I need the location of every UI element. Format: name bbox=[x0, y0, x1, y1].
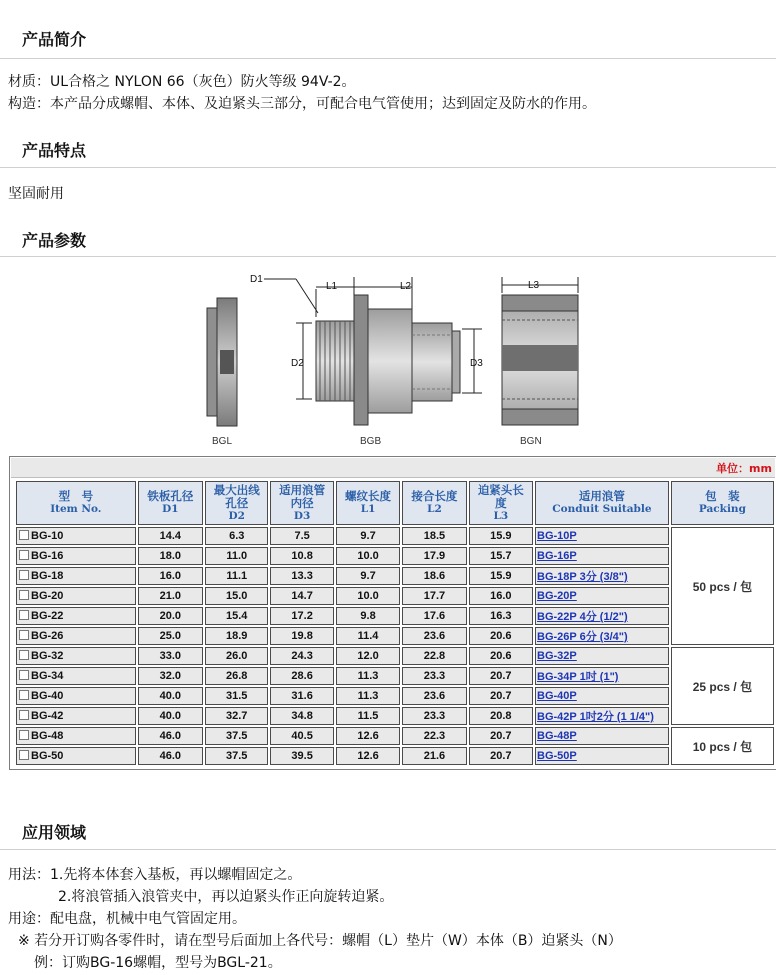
row-checkbox[interactable] bbox=[19, 730, 29, 740]
column-header-cn: 适用浪管 内径 bbox=[279, 482, 326, 510]
value-cell: 17.7 bbox=[402, 587, 466, 605]
model-number: BG-32 bbox=[31, 650, 64, 662]
column-header-cn: 型 号 bbox=[58, 489, 94, 503]
value-cell: 39.5 bbox=[270, 747, 333, 765]
application-title: 应用领域 bbox=[22, 823, 87, 842]
value-cell: 37.5 bbox=[205, 747, 268, 765]
value-cell: 15.9 bbox=[469, 567, 533, 585]
value-cell: 18.5 bbox=[402, 527, 466, 545]
value-cell: 46.0 bbox=[138, 727, 203, 745]
value-cell: 15.9 bbox=[469, 527, 533, 545]
model-number: BG-18 bbox=[31, 570, 64, 582]
row-checkbox[interactable] bbox=[19, 530, 29, 540]
value-cell: 10.0 bbox=[336, 587, 400, 605]
model-cell[interactable] bbox=[16, 527, 136, 545]
model-cell[interactable] bbox=[16, 707, 136, 725]
value-cell: 40.5 bbox=[270, 727, 333, 745]
row-checkbox[interactable] bbox=[19, 550, 29, 560]
column-header-en: D3 bbox=[293, 509, 311, 522]
value-cell: 28.6 bbox=[270, 667, 333, 685]
value-cell: 20.7 bbox=[469, 667, 533, 685]
value-cell: 15.0 bbox=[205, 587, 268, 605]
value-cell: 11.4 bbox=[336, 627, 400, 645]
table-header-row bbox=[16, 481, 774, 525]
features-title: 产品特点 bbox=[22, 141, 87, 160]
d1-label: D1 bbox=[250, 274, 263, 285]
value-cell: 15.7 bbox=[469, 547, 533, 565]
packing-cell: 10 pcs / 包 bbox=[671, 727, 774, 765]
column-header bbox=[138, 481, 203, 525]
model-number: BG-10 bbox=[31, 530, 64, 542]
model-cell[interactable] bbox=[16, 587, 136, 605]
value-cell: 34.8 bbox=[270, 707, 333, 725]
conduit-link[interactable]: BG-22P 4分 (1/2") bbox=[535, 607, 669, 625]
model-number: BG-40 bbox=[31, 690, 64, 702]
value-cell: 11.0 bbox=[205, 547, 268, 565]
model-cell[interactable] bbox=[16, 567, 136, 585]
value-cell: 26.0 bbox=[205, 647, 268, 665]
value-cell: 11.1 bbox=[205, 567, 268, 585]
row-checkbox[interactable] bbox=[19, 710, 29, 720]
conduit-link[interactable]: BG-32P bbox=[535, 647, 669, 665]
value-cell: 17.6 bbox=[402, 607, 466, 625]
value-cell: 18.9 bbox=[205, 627, 268, 645]
params-title: 产品参数 bbox=[22, 231, 87, 250]
purpose-text: 用途：配电盘，机械中电气管固定用。 bbox=[8, 911, 246, 927]
value-cell: 12.0 bbox=[336, 647, 400, 665]
column-header bbox=[205, 481, 268, 525]
table-row bbox=[16, 747, 774, 765]
value-cell: 22.8 bbox=[402, 647, 466, 665]
value-cell: 21.0 bbox=[138, 587, 203, 605]
model-cell[interactable] bbox=[16, 607, 136, 625]
l3-label: L3 bbox=[528, 280, 540, 291]
column-header bbox=[671, 481, 774, 525]
divider bbox=[0, 167, 776, 168]
value-cell: 15.4 bbox=[205, 607, 268, 625]
table-body bbox=[16, 527, 774, 765]
conduit-link[interactable]: BG-20P bbox=[535, 587, 669, 605]
spec-table bbox=[14, 479, 776, 767]
conduit-link[interactable]: BG-26P 6分 (3/4") bbox=[535, 627, 669, 645]
conduit-link[interactable]: BG-10P bbox=[535, 527, 669, 545]
column-header bbox=[469, 481, 533, 525]
model-number: BG-34 bbox=[31, 670, 64, 682]
row-checkbox[interactable] bbox=[19, 690, 29, 700]
structure-text: 构造：本产品分成螺帽、本体、及迫紧头三部分，可配合电气管使用；达到固定及防水的作用。 bbox=[8, 96, 596, 112]
value-cell: 20.7 bbox=[469, 727, 533, 745]
row-checkbox[interactable] bbox=[19, 750, 29, 760]
column-header-cn: 迫紧头长 度 bbox=[477, 482, 524, 510]
usage-step-1: 用法：1.先将本体套入基板，再以螺帽固定之。 bbox=[8, 867, 302, 883]
value-cell: 10.8 bbox=[270, 547, 333, 565]
usage-step-2: 2.将浪管插入浪管夹中，再以迫紧头作正向旋转迫紧。 bbox=[58, 889, 394, 905]
model-cell[interactable] bbox=[16, 547, 136, 565]
model-number: BG-42 bbox=[31, 710, 64, 722]
column-header-en: L3 bbox=[493, 509, 509, 522]
value-cell: 20.6 bbox=[469, 647, 533, 665]
bgb-part-drawing bbox=[316, 295, 460, 425]
column-header-cn: 铁板孔径 bbox=[147, 489, 194, 503]
value-cell: 32.7 bbox=[205, 707, 268, 725]
model-cell[interactable] bbox=[16, 627, 136, 645]
value-cell: 20.6 bbox=[469, 627, 533, 645]
value-cell: 10.0 bbox=[336, 547, 400, 565]
value-cell: 7.5 bbox=[270, 527, 333, 545]
row-checkbox[interactable] bbox=[19, 570, 29, 580]
value-cell: 9.8 bbox=[336, 607, 400, 625]
divider bbox=[0, 849, 776, 850]
model-number: BG-26 bbox=[31, 630, 64, 642]
table-row bbox=[16, 727, 774, 745]
model-cell[interactable] bbox=[16, 667, 136, 685]
intro-title: 产品简介 bbox=[22, 30, 87, 49]
column-header-en: Item No. bbox=[50, 503, 102, 515]
model-cell[interactable] bbox=[16, 727, 136, 745]
value-cell: 31.5 bbox=[205, 687, 268, 705]
model-number: BG-50 bbox=[31, 750, 64, 762]
value-cell: 16.0 bbox=[469, 587, 533, 605]
conduit-link[interactable]: BG-48P bbox=[535, 727, 669, 745]
value-cell: 18.6 bbox=[402, 567, 466, 585]
value-cell: 11.3 bbox=[336, 687, 400, 705]
value-cell: 23.6 bbox=[402, 627, 466, 645]
column-header-cn: 最大出线 孔径 bbox=[213, 482, 260, 510]
value-cell: 40.0 bbox=[138, 707, 203, 725]
table-row bbox=[16, 647, 774, 665]
model-number: BG-22 bbox=[31, 610, 64, 622]
value-cell: 9.7 bbox=[336, 567, 400, 585]
value-cell: 23.3 bbox=[402, 707, 466, 725]
value-cell: 20.8 bbox=[469, 707, 533, 725]
value-cell: 16.3 bbox=[469, 607, 533, 625]
table-row bbox=[16, 567, 774, 585]
row-checkbox[interactable] bbox=[19, 590, 29, 600]
conduit-link[interactable]: BG-40P bbox=[535, 687, 669, 705]
table-row bbox=[16, 587, 774, 605]
value-cell: 12.6 bbox=[336, 727, 400, 745]
bgl-part-drawing bbox=[207, 298, 237, 426]
value-cell: 32.0 bbox=[138, 667, 203, 685]
value-cell: 20.7 bbox=[469, 747, 533, 765]
model-number: BG-20 bbox=[31, 590, 64, 602]
value-cell: 9.7 bbox=[336, 527, 400, 545]
table-row bbox=[16, 707, 774, 725]
model-cell[interactable] bbox=[16, 747, 136, 765]
value-cell: 31.6 bbox=[270, 687, 333, 705]
column-header-cn: 接合长度 bbox=[411, 489, 458, 503]
column-header-en: D2 bbox=[228, 509, 245, 522]
value-cell: 37.5 bbox=[205, 727, 268, 745]
value-cell: 26.8 bbox=[205, 667, 268, 685]
column-header-en: D1 bbox=[162, 503, 179, 515]
conduit-link[interactable]: BG-42P 1吋2分 (1 1/4") bbox=[535, 707, 669, 725]
row-checkbox[interactable] bbox=[19, 650, 29, 660]
product-diagram bbox=[0, 265, 776, 455]
model-number: BG-16 bbox=[31, 550, 64, 562]
value-cell: 11.5 bbox=[336, 707, 400, 725]
order-example: 例：订购BG-16螺帽，型号为BGL-21。 bbox=[34, 955, 282, 971]
l2-label: L2 bbox=[400, 281, 412, 292]
value-cell: 40.0 bbox=[138, 687, 203, 705]
column-header-en: L2 bbox=[427, 503, 442, 515]
column-header-cn: 包 装 bbox=[705, 489, 740, 503]
row-checkbox[interactable] bbox=[19, 670, 29, 680]
unit-bar bbox=[11, 458, 775, 478]
model-cell[interactable] bbox=[16, 647, 136, 665]
features-text: 坚固耐用 bbox=[8, 186, 64, 202]
column-header-en: L1 bbox=[360, 503, 376, 515]
table-row bbox=[16, 667, 774, 685]
packing-cell: 50 pcs / 包 bbox=[671, 527, 774, 645]
value-cell: 21.6 bbox=[402, 747, 466, 765]
value-cell: 14.4 bbox=[138, 527, 203, 545]
model-cell[interactable] bbox=[16, 687, 136, 705]
value-cell: 24.3 bbox=[270, 647, 333, 665]
conduit-link[interactable]: BG-18P 3分 (3/8") bbox=[535, 567, 669, 585]
value-cell: 17.9 bbox=[402, 547, 466, 565]
conduit-link[interactable]: BG-16P bbox=[535, 547, 669, 565]
column-header-en: Packing bbox=[698, 503, 746, 515]
table-row bbox=[16, 527, 774, 545]
order-note: ※ 若分开订购各零件时，请在型号后面加上各代号：螺帽（L）垫片（W）本体（B）迫紧头（N） bbox=[18, 933, 622, 949]
column-header bbox=[16, 481, 136, 525]
value-cell: 20.7 bbox=[469, 687, 533, 705]
value-cell: 6.3 bbox=[205, 527, 268, 545]
divider bbox=[0, 256, 776, 257]
value-cell: 12.6 bbox=[336, 747, 400, 765]
column-header-en: Conduit Suitable bbox=[552, 503, 652, 515]
conduit-link[interactable]: BG-34P 1吋 (1") bbox=[535, 667, 669, 685]
column-header bbox=[535, 481, 669, 525]
value-cell: 23.6 bbox=[402, 687, 466, 705]
bgn-part-drawing bbox=[502, 295, 578, 425]
model-number: BG-48 bbox=[31, 730, 64, 742]
value-cell: 46.0 bbox=[138, 747, 203, 765]
value-cell: 33.0 bbox=[138, 647, 203, 665]
value-cell: 13.3 bbox=[270, 567, 333, 585]
d2-label: D2 bbox=[291, 358, 304, 369]
l1-label: L1 bbox=[326, 281, 338, 292]
bgn-caption: BGN bbox=[520, 436, 542, 447]
column-header bbox=[336, 481, 400, 525]
value-cell: 16.0 bbox=[138, 567, 203, 585]
value-cell: 19.8 bbox=[270, 627, 333, 645]
column-header bbox=[270, 481, 333, 525]
row-checkbox[interactable] bbox=[19, 630, 29, 640]
bgb-caption: BGB bbox=[360, 436, 382, 447]
value-cell: 14.7 bbox=[270, 587, 333, 605]
packing-cell: 25 pcs / 包 bbox=[671, 647, 774, 725]
value-cell: 18.0 bbox=[138, 547, 203, 565]
table-row bbox=[16, 607, 774, 625]
bgl-caption: BGL bbox=[212, 436, 233, 447]
material-text: 材质：UL合格之 NYLON 66（灰色）防火等级 94V-2。 bbox=[8, 74, 356, 90]
table-row bbox=[16, 627, 774, 645]
value-cell: 20.0 bbox=[138, 607, 203, 625]
table-row bbox=[16, 687, 774, 705]
unit-label: 单位：mm bbox=[716, 462, 772, 475]
table-row bbox=[16, 547, 774, 565]
value-cell: 25.0 bbox=[138, 627, 203, 645]
column-header-cn: 螺纹长度 bbox=[345, 489, 392, 503]
value-cell: 22.3 bbox=[402, 727, 466, 745]
row-checkbox[interactable] bbox=[19, 610, 29, 620]
spec-table-panel bbox=[9, 456, 776, 770]
d3-label: D3 bbox=[470, 358, 483, 369]
value-cell: 23.3 bbox=[402, 667, 466, 685]
divider bbox=[0, 58, 776, 59]
value-cell: 17.2 bbox=[270, 607, 333, 625]
conduit-link[interactable]: BG-50P bbox=[535, 747, 669, 765]
column-header bbox=[402, 481, 466, 525]
column-header-cn: 适用浪管 bbox=[578, 489, 625, 503]
value-cell: 11.3 bbox=[336, 667, 400, 685]
